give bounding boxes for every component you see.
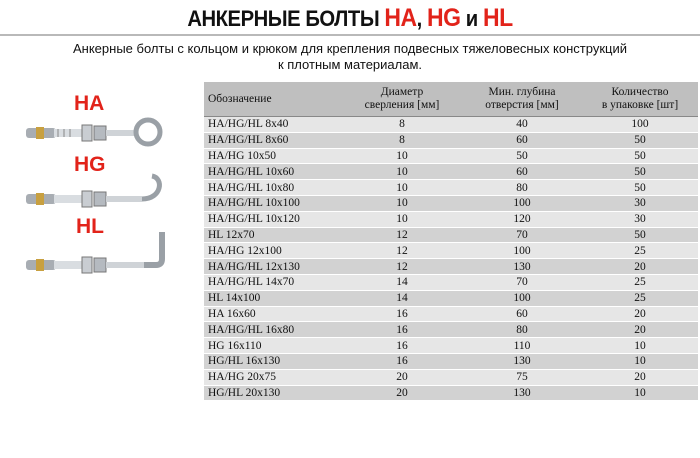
cell-diameter: 10 <box>342 195 462 211</box>
l-hook-bolt-hl-icon <box>24 228 174 278</box>
cell-quantity: 10 <box>582 338 698 354</box>
cell-depth: 110 <box>462 338 582 354</box>
cell-designation: HA/HG/HL 10x120 <box>204 211 342 227</box>
cell-diameter: 8 <box>342 117 462 133</box>
label-ha: HA <box>74 92 105 115</box>
cell-designation: HA/HG 20x75 <box>204 369 342 385</box>
cell-diameter: 12 <box>342 243 462 259</box>
table-row <box>204 353 698 369</box>
cell-quantity: 30 <box>582 195 698 211</box>
title-and: и <box>465 6 478 31</box>
cell-depth: 60 <box>462 132 582 148</box>
table-row <box>204 164 698 180</box>
cell-designation: HA/HG/HL 10x80 <box>204 180 342 196</box>
cell-quantity: 30 <box>582 211 698 227</box>
table-row <box>204 306 698 322</box>
cell-depth: 130 <box>462 385 582 401</box>
cell-designation: HA/HG/HL 14x70 <box>204 274 342 290</box>
hook-bolt-hg-icon <box>24 172 174 218</box>
cell-depth: 120 <box>462 211 582 227</box>
cell-designation: HA/HG/HL 8x40 <box>204 117 342 133</box>
cell-depth: 100 <box>462 195 582 211</box>
cell-diameter: 16 <box>342 322 462 338</box>
header-designation-text: Обозначение <box>208 92 272 105</box>
title-hg: HG <box>427 4 461 32</box>
title-divider <box>0 34 700 36</box>
table-row <box>204 338 698 354</box>
table-row <box>204 322 698 338</box>
cell-quantity: 50 <box>582 227 698 243</box>
cell-quantity: 50 <box>582 180 698 196</box>
cell-diameter: 10 <box>342 211 462 227</box>
cell-diameter: 10 <box>342 180 462 196</box>
table-header-row <box>204 82 698 117</box>
cell-quantity: 20 <box>582 322 698 338</box>
cell-quantity: 10 <box>582 385 698 401</box>
cell-depth: 100 <box>462 290 582 306</box>
table-row <box>204 148 698 164</box>
cell-depth: 70 <box>462 227 582 243</box>
cell-depth: 60 <box>462 164 582 180</box>
subtitle-line-2: к плотным материалам. <box>277 57 423 72</box>
cell-quantity: 20 <box>582 306 698 322</box>
cell-quantity: 50 <box>582 132 698 148</box>
cell-diameter: 16 <box>342 306 462 322</box>
cell-diameter: 12 <box>342 227 462 243</box>
cell-designation: HA/HG/HL 8x60 <box>204 132 342 148</box>
header-quantity-line2: в упаковке [шт] <box>601 99 679 111</box>
table-row <box>204 195 698 211</box>
header-quantity-line1: Количество <box>611 86 669 98</box>
cell-diameter: 10 <box>342 148 462 164</box>
table-row <box>204 369 698 385</box>
table-row <box>204 211 698 227</box>
cell-quantity: 20 <box>582 259 698 275</box>
cell-depth: 50 <box>462 148 582 164</box>
cell-diameter: 20 <box>342 369 462 385</box>
cell-depth: 40 <box>462 117 582 133</box>
cell-diameter: 20 <box>342 385 462 401</box>
eye-bolt-ha-icon <box>24 112 174 152</box>
cell-designation: HA/HG 12x100 <box>204 243 342 259</box>
cell-designation: HG/HL 20x130 <box>204 385 342 401</box>
cell-diameter: 12 <box>342 259 462 275</box>
cell-diameter: 8 <box>342 132 462 148</box>
cell-diameter: 14 <box>342 290 462 306</box>
cell-designation: HG 16x110 <box>204 338 342 354</box>
table-row <box>204 117 698 133</box>
title-main: АНКЕРНЫЕ БОЛТЫ <box>187 6 380 31</box>
header-depth-line1: Мин. глубина <box>488 86 556 98</box>
cell-designation: HA 16x60 <box>204 306 342 322</box>
cell-quantity: 10 <box>582 353 698 369</box>
label-hg: HG <box>74 153 106 176</box>
cell-diameter: 16 <box>342 353 462 369</box>
specs-table <box>204 82 698 401</box>
table-row <box>204 132 698 148</box>
cell-quantity: 50 <box>582 164 698 180</box>
table-row <box>204 290 698 306</box>
table-row <box>204 180 698 196</box>
cell-designation: HL 14x100 <box>204 290 342 306</box>
label-hl: HL <box>76 215 104 238</box>
title-comma: , <box>416 6 422 31</box>
cell-depth: 130 <box>462 259 582 275</box>
table-row <box>204 243 698 259</box>
header-depth <box>462 82 582 117</box>
cell-quantity: 20 <box>582 369 698 385</box>
cell-diameter: 10 <box>342 164 462 180</box>
header-depth-line2: отверстия [мм] <box>485 99 559 111</box>
header-diameter-line1: Диаметр <box>380 86 424 98</box>
cell-depth: 80 <box>462 322 582 338</box>
cell-designation: HA/HG 10x50 <box>204 148 342 164</box>
header-diameter <box>342 82 462 117</box>
cell-quantity: 25 <box>582 274 698 290</box>
cell-quantity: 100 <box>582 117 698 133</box>
header-diameter-line2: сверления [мм] <box>364 99 440 111</box>
cell-designation: HG/HL 16x130 <box>204 353 342 369</box>
title-ha: HA <box>384 4 417 32</box>
header-designation <box>204 82 342 117</box>
subtitle <box>20 41 680 73</box>
table-row <box>204 259 698 275</box>
cell-quantity: 50 <box>582 148 698 164</box>
header-quantity <box>582 82 698 117</box>
page-title <box>28 4 672 33</box>
cell-quantity: 25 <box>582 243 698 259</box>
table-body <box>204 117 698 401</box>
cell-depth: 70 <box>462 274 582 290</box>
cell-quantity: 25 <box>582 290 698 306</box>
table-row <box>204 274 698 290</box>
cell-designation: HA/HG/HL 10x60 <box>204 164 342 180</box>
cell-designation: HA/HG/HL 12x130 <box>204 259 342 275</box>
cell-depth: 130 <box>462 353 582 369</box>
cell-depth: 75 <box>462 369 582 385</box>
cell-depth: 60 <box>462 306 582 322</box>
cell-diameter: 16 <box>342 338 462 354</box>
cell-diameter: 14 <box>342 274 462 290</box>
cell-depth: 100 <box>462 243 582 259</box>
title-hl: HL <box>482 4 513 32</box>
subtitle-line-1: Анкерные болты с кольцом и крюком для крепления подвесных тяжеловесных конструкций <box>73 41 627 56</box>
cell-designation: HL 12x70 <box>204 227 342 243</box>
cell-designation: HA/HG/HL 16x80 <box>204 322 342 338</box>
cell-designation: HA/HG/HL 10x100 <box>204 195 342 211</box>
table-row <box>204 227 698 243</box>
cell-depth: 80 <box>462 180 582 196</box>
table-row <box>204 385 698 401</box>
